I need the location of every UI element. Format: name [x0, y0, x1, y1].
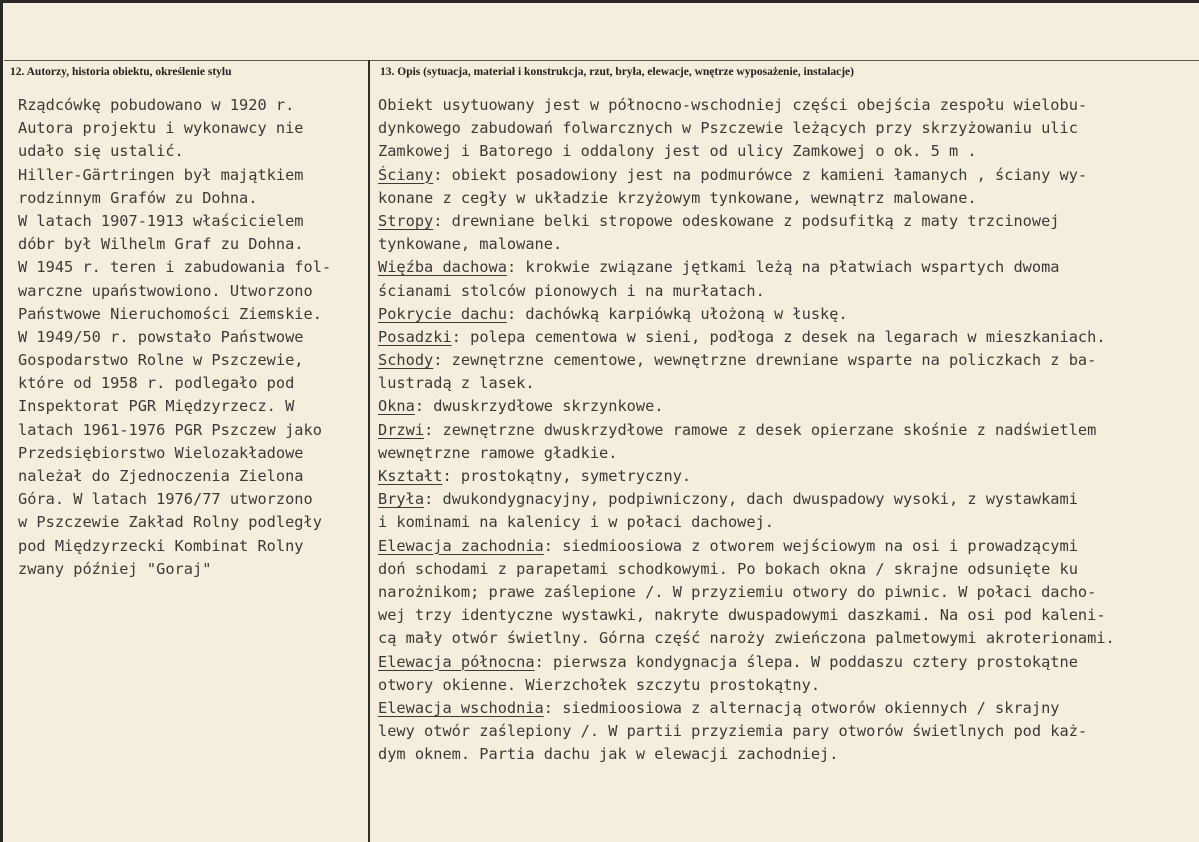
description-line: [378, 442, 1198, 465]
description-line: [378, 140, 1198, 163]
description-line: [378, 280, 1198, 303]
description-text: Zamkowej i Batorego i oddalony jest od ulicy Zamkowej o ok. 5 m .: [378, 142, 977, 161]
history-line: Góra. W latach 1976/77 utworzono: [18, 490, 313, 509]
history-line: w Pszczewie Zakład Rolny podległy: [18, 513, 322, 532]
section-heading: Elewacja wschodnia: [378, 698, 544, 717]
description-text: otwory okienne. Wierzchołek szczytu prostokątny.: [378, 675, 821, 694]
history-line: Gospodarstwo Rolne w Pszczewie,: [18, 351, 304, 370]
description-line: [378, 94, 1198, 117]
description-line: [378, 187, 1198, 210]
description-text: i kominami na kalenicy i w połaci dachowej.: [378, 513, 775, 532]
section-12-header: 12. Autorzy, historia obiektu, określenie stylu: [10, 66, 232, 78]
description-text: : siedmioosiowa z otworem wejściowym na osi i prowadzącymi: [543, 536, 1078, 555]
history-line: Rządcówkę pobudowano w 1920 r.: [18, 96, 295, 114]
description-line: [378, 488, 1198, 511]
section-heading: Kształt: [378, 467, 443, 485]
description-line: [378, 604, 1198, 627]
description-line: [378, 349, 1198, 372]
description-line: [378, 627, 1198, 650]
description-text: ścianami stolców pionowych i na murłatach.: [378, 281, 765, 300]
history-line: W latach 1907-1913 właścicielem: [18, 211, 304, 230]
description-line: [378, 535, 1198, 558]
section-13-header: 13. Opis (sytuacja, materiał i konstrukcja, rzut, bryła, elewacje, wnętrze wyposażenie, instalacje): [380, 66, 854, 78]
section-heading: Bryła: [378, 490, 425, 509]
description-text: : siedmioosiowa z alternacją otworów okiennych / skrajny: [543, 698, 1060, 717]
description-line: [378, 697, 1198, 720]
history-line: zwany później "Goraj": [18, 559, 212, 578]
description-line: [378, 674, 1198, 697]
history-line: należał do Zjednoczenia Zielona: [18, 467, 304, 485]
description-text: : dwukondygnacyjny, podpiwniczony, dach dwuspadowy wysoki, z wystawkami: [424, 490, 1078, 509]
history-line: dóbr był Wilhelm Graf zu Dohna.: [18, 235, 304, 254]
description-text: Obiekt usytuowany jest w północno-wschodniej części obejścia zespołu wielobu-: [378, 96, 1088, 114]
description-line: [378, 210, 1198, 233]
description-line: [378, 326, 1198, 349]
description-line: [378, 720, 1198, 743]
description-line: [378, 117, 1198, 140]
history-line: Hiller-Gärtringen był majątkiem: [18, 165, 304, 184]
top-border: [0, 0, 1199, 3]
left-border: [0, 0, 3, 842]
description-line: [378, 419, 1198, 442]
history-line: pod Międzyrzecki Kombinat Rolny: [18, 536, 304, 555]
history-line: Przedsiębiorstwo Wielozakładowe: [18, 443, 304, 462]
section-heading: Stropy: [378, 211, 434, 230]
section-heading: Elewacja północna: [378, 652, 535, 671]
history-line: które od 1958 r. podlegało pod: [18, 374, 295, 393]
history-line: Inspektorat PGR Międzyrzecz. W: [18, 397, 295, 416]
description-text: lustradą z lasek.: [378, 374, 535, 393]
section-heading: Posadzki: [378, 327, 452, 346]
section-heading: Elewacja zachodnia: [378, 536, 544, 555]
description-line: [378, 558, 1198, 581]
description-text: : zewnętrzne cementowe, wewnętrzne drewniane wsparte na policzkach z ba-: [433, 351, 1097, 370]
description-line: [378, 233, 1198, 256]
description-text: : krokwie związane jętkami leżą na płatwiach wspartych dwoma: [506, 258, 1060, 277]
history-line: W 1949/50 r. powstało Państwowe: [18, 327, 304, 346]
description-text: : dwuskrzydłowe skrzynkowe.: [414, 397, 664, 416]
description-line: [378, 395, 1198, 418]
description-text: narożnikom; prawe zaślepione /. W przyziemiu otwory do piwnic. W połaci dacho-: [378, 582, 1097, 601]
history-line: warczne upaństwowiono. Utworzono: [18, 281, 313, 300]
history-column: [18, 94, 366, 581]
section-heading: Ściany: [378, 165, 434, 184]
description-line: [378, 581, 1198, 604]
section-heading: Schody: [378, 351, 434, 370]
history-line: Państwowe Nieruchomości Ziemskie.: [18, 304, 322, 323]
description-text: : obiekt posadowiony jest na podmurówce z kamieni łamanych , ściany wy-: [433, 165, 1088, 184]
description-text: doń schodami z parapetami schodkowymi. Po bokach okna / skrajne odsunięte ku: [378, 559, 1078, 578]
description-line: [378, 256, 1198, 279]
description-text: wej trzy identyczne wystawki, nakryte dwuspadowymi daszkami. Na osi pod kaleni-: [378, 606, 1106, 625]
description-line: [378, 743, 1198, 766]
description-text: cą mały otwór świetlny. Górna część naroży zwieńczona palmetowymi akroterionami.: [378, 629, 1115, 648]
description-line: [378, 372, 1198, 395]
description-line: [378, 303, 1198, 326]
history-line: Autora projektu i wykonawcy nie: [18, 119, 304, 138]
description-line: [378, 651, 1198, 674]
section-heading: Więźba dachowa: [378, 258, 507, 277]
history-line: rodzinnym Grafów zu Dohna.: [18, 188, 258, 207]
history-line: W 1945 r. teren i zabudowania fol-: [18, 258, 332, 277]
description-line: [378, 465, 1198, 488]
description-line: [378, 164, 1198, 187]
header-rule: [4, 60, 1199, 61]
description-text: tynkowane, malowane.: [378, 235, 563, 254]
history-line: udało się ustalić.: [18, 142, 184, 161]
description-text: : polepa cementowa w sieni, podłoga z desek na legarach w mieszkaniach.: [451, 327, 1106, 346]
description-text: lewy otwór zaślepiony /. W partii przyziemia pary otworów świetlnych pod każ-: [378, 722, 1088, 741]
description-text: : prostokątny, symetryczny.: [442, 467, 692, 485]
description-text: dym oknem. Partia dachu jak w elewacji zachodniej.: [378, 745, 839, 764]
description-text: : dachówką karpiówką ułożoną w łuskę.: [506, 304, 848, 323]
description-text: wewnętrzne ramowe gładkie.: [378, 443, 618, 462]
column-divider: [368, 60, 370, 842]
description-text: konane z cegły w układzie krzyżowym tynkowane, wewnątrz malowane.: [378, 188, 977, 207]
section-heading: Okna: [378, 397, 415, 416]
description-text: : drewniane belki stropowe odeskowane z podsufitką z maty trzcinowej: [433, 211, 1060, 230]
description-text: : zewnętrzne dwuskrzydłowe ramowe z desek opierzane skośnie z nadświetlem: [424, 420, 1097, 439]
description-text: dynkowego zabudowań folwarcznych w Pszczewie leżących przy skrzyżowaniu ulic: [378, 119, 1078, 138]
description-column: [378, 94, 1198, 766]
section-heading: Drzwi: [378, 420, 425, 439]
section-heading: Pokrycie dachu: [378, 304, 507, 323]
description-text: : pierwsza kondygnacja ślepa. W poddaszu cztery prostokątne: [534, 652, 1078, 671]
description-line: [378, 511, 1198, 534]
history-line: latach 1961-1976 PGR Pszczew jako: [18, 420, 322, 439]
